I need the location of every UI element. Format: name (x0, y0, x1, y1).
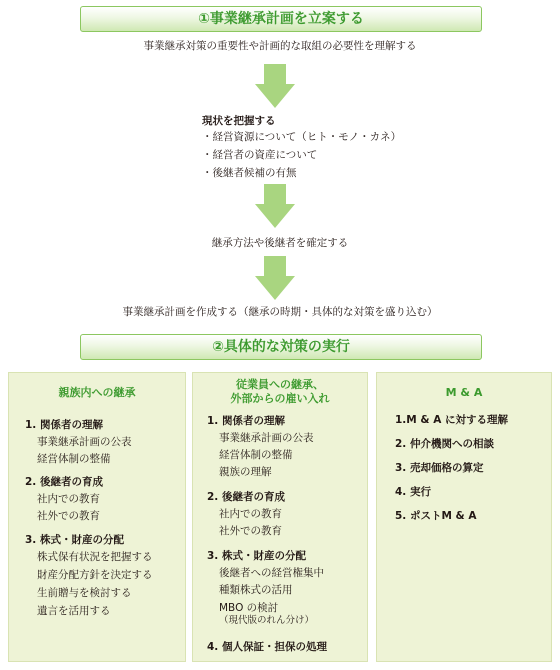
step2-banner: ②具体的な対策の実行 (80, 334, 482, 360)
section-item: 親族の理解 (219, 466, 272, 478)
column-employee-succession (192, 372, 368, 662)
section-heading: 3. 株式・財産の分配 (207, 550, 306, 562)
down-arrow-icon (255, 64, 295, 108)
section-item: 経営体制の整備 (219, 449, 293, 461)
create-plan-text: 事業継承計画を作成する（継承の時期・具体的な対策を盛り込む） (122, 306, 438, 318)
column-title: 外部からの雇い入れ (230, 392, 330, 405)
section-heading: 4. 実行 (395, 486, 431, 498)
section-heading: 3. 売却価格の算定 (395, 462, 484, 474)
section-item: MBO の検討 (219, 602, 279, 614)
section-heading: 2. 後継者の育成 (207, 491, 285, 503)
decide-text: 継承方法や後継者を確定する (211, 237, 349, 249)
section-item: 経営体制の整備 (37, 453, 111, 465)
section-item: 財産分配方針を決定する (37, 569, 153, 581)
section-item: 社外での教育 (37, 510, 100, 522)
section-item: 事業継承計画の公表 (219, 432, 314, 444)
section-heading: 2. 後継者の育成 (25, 476, 103, 488)
section-item: 遺言を活用する (37, 605, 111, 617)
grasp-item: ・後継者候補の有無 (202, 167, 297, 179)
section-item: 株式保有状況を把握する (37, 551, 153, 563)
section-item: 社内での教育 (219, 508, 282, 520)
section-heading: 1. 関係者の理解 (25, 419, 103, 431)
grasp-item: ・経営者の資産について (202, 149, 318, 161)
section-item: 社外での教育 (219, 525, 282, 537)
section-item: 事業継承計画の公表 (37, 436, 132, 448)
section-item: 生前贈与を検討する (37, 587, 132, 599)
step1-intro: 事業継承対策の重要性や計画的な取組の必要性を理解する (143, 40, 417, 52)
section-item: 種類株式の活用 (219, 584, 293, 596)
section-heading: 1. 関係者の理解 (207, 415, 285, 427)
grasp-title: 現状を把握する (202, 115, 276, 127)
column-family-succession (8, 372, 186, 662)
section-item: （現代版のれん分け） (219, 615, 315, 626)
section-item: 後継者への経営権集中 (219, 567, 324, 579)
section-heading: 5. ポストM & A (395, 510, 477, 522)
down-arrow-icon (255, 256, 295, 300)
section-heading: 1.M & A に対する理解 (395, 414, 508, 426)
section-heading: 3. 株式・財産の分配 (25, 534, 124, 546)
column-m-and-a (376, 372, 552, 662)
step1-banner: ①事業継承計画を立案する (80, 6, 482, 32)
column-title: M & A (445, 386, 483, 399)
section-heading: 4. 個人保証・担保の処理 (207, 641, 327, 653)
section-heading: 2. 仲介機関への相談 (395, 438, 494, 450)
column-title: 従業員への継承、 (236, 378, 324, 391)
column-title: 親族内への継承 (58, 386, 136, 399)
grasp-item: ・経営資源について（ヒト・モノ・カネ） (202, 131, 402, 143)
section-item: 社内での教育 (37, 493, 100, 505)
down-arrow-icon (255, 184, 295, 228)
